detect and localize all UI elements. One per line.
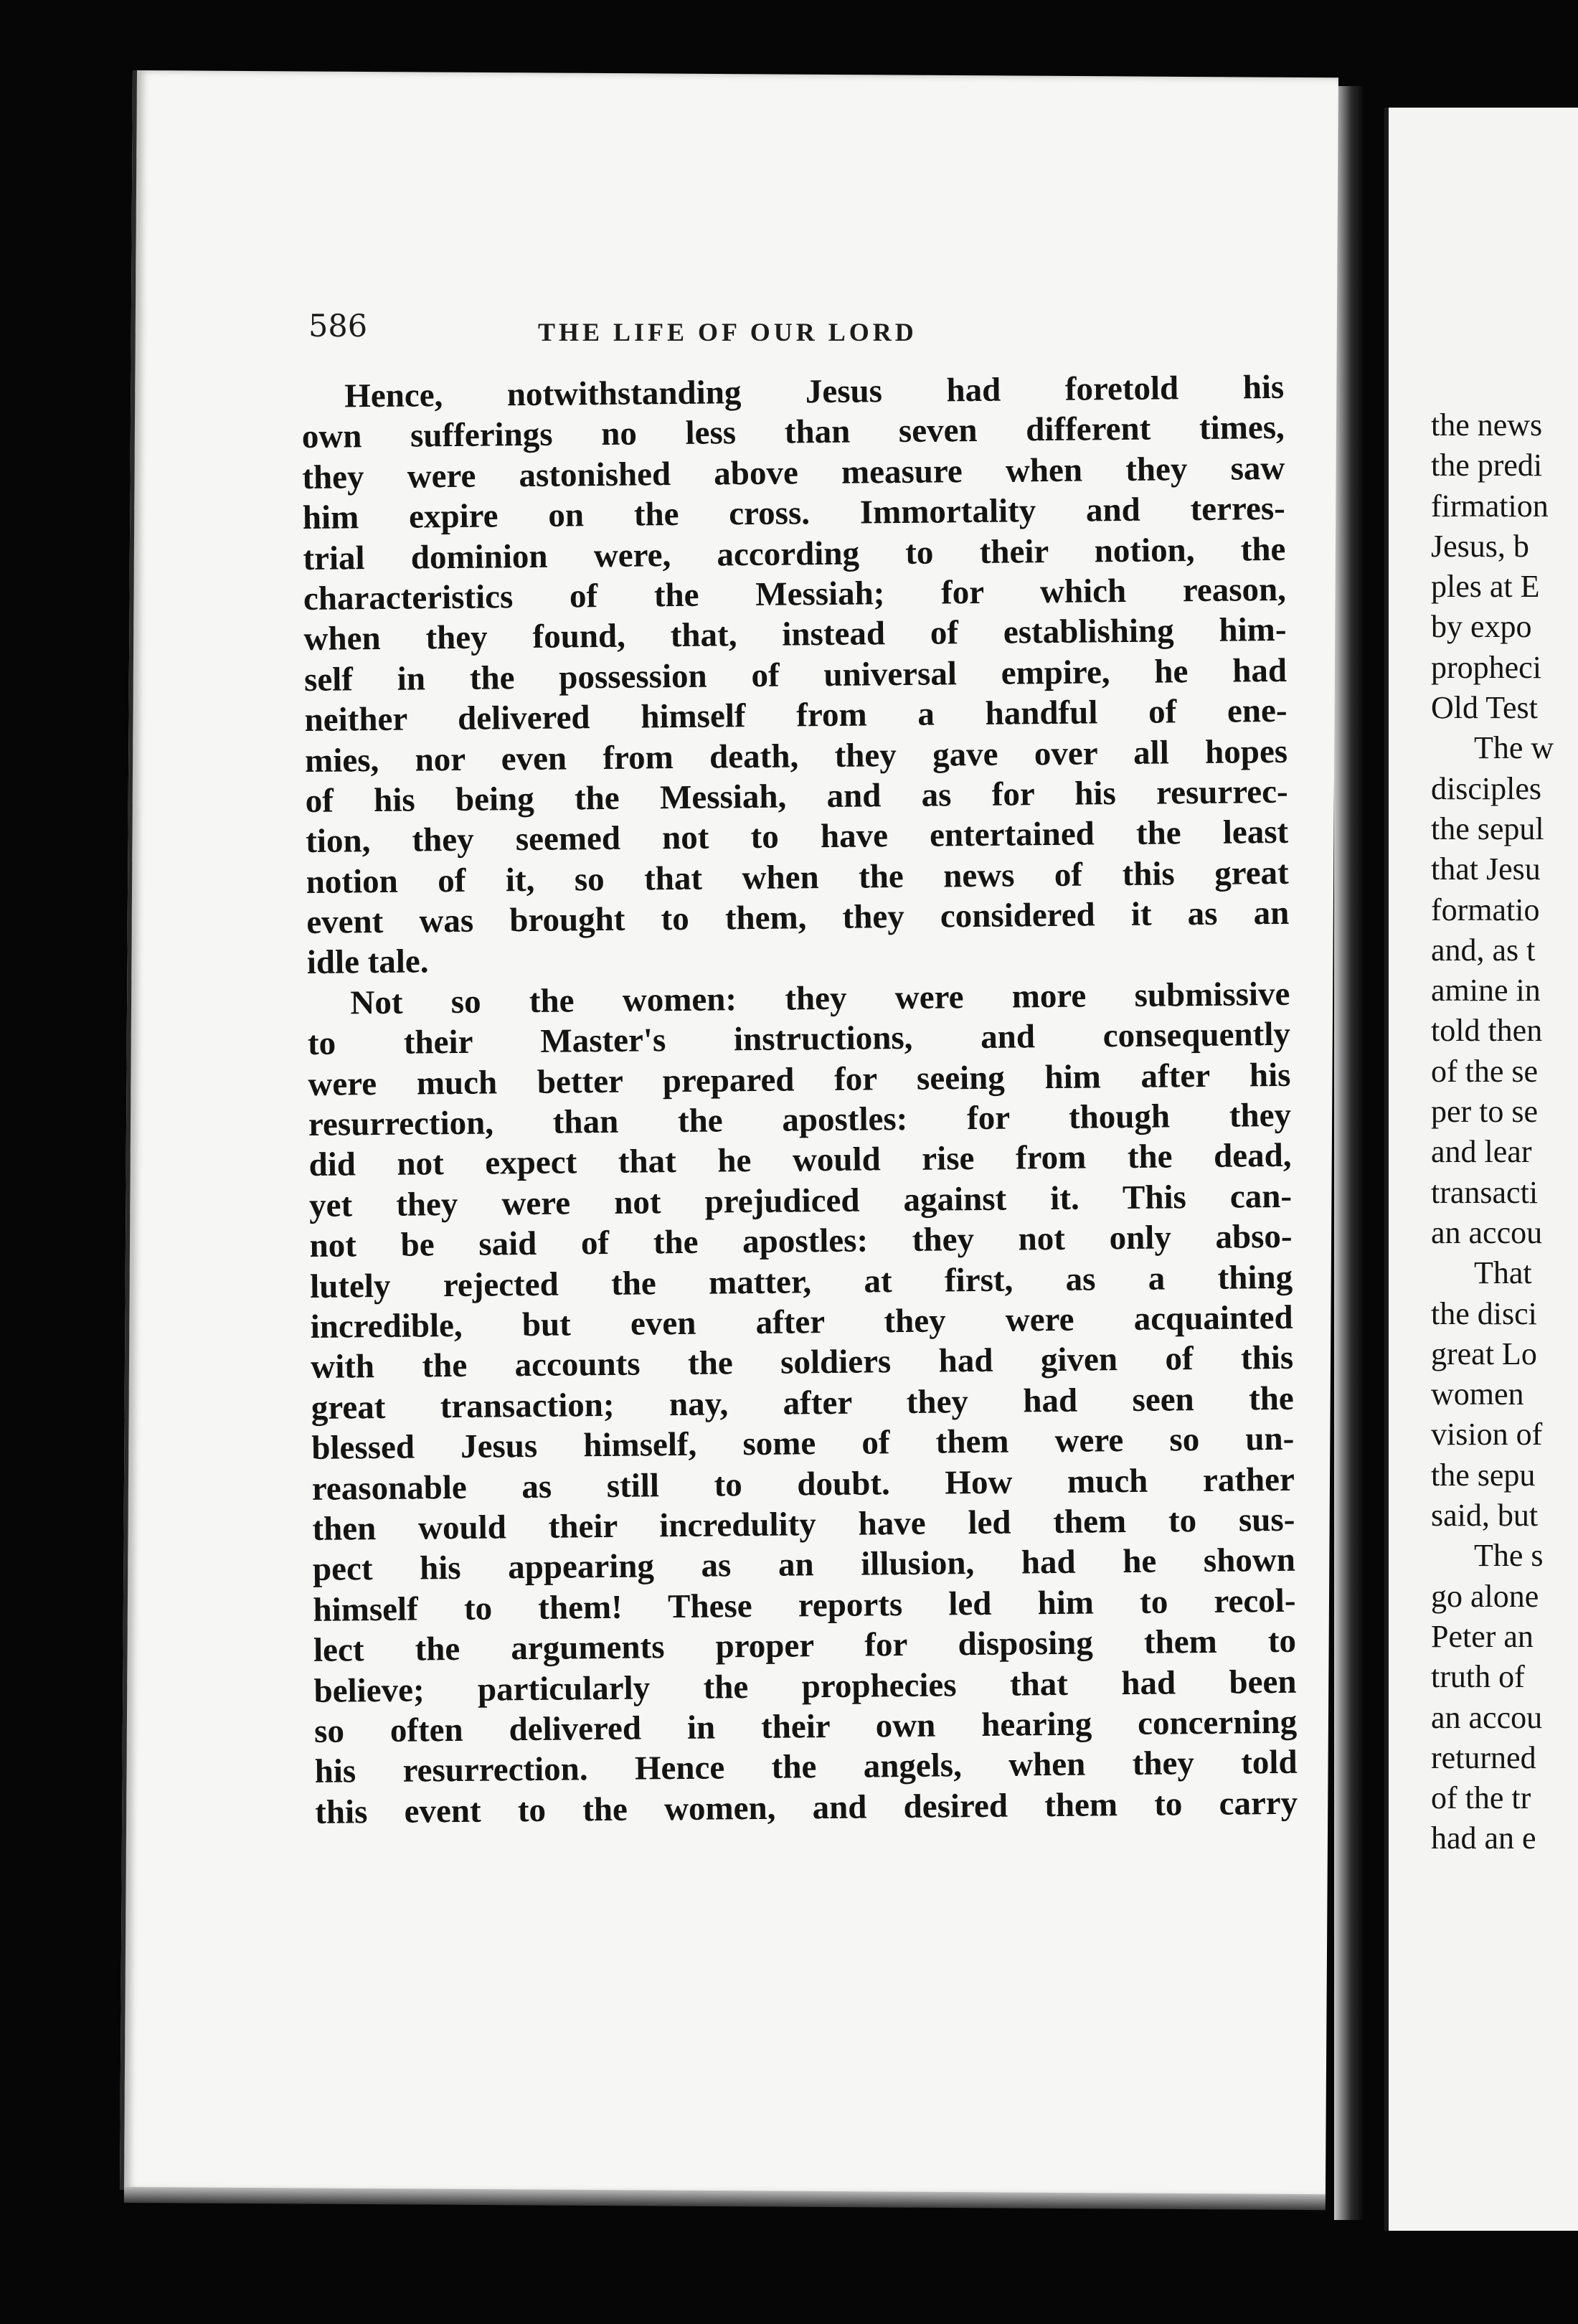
text-line: when they found, that, instead of establishing him- [303,611,1287,658]
fragment-line: Peter an [1431,1618,1534,1654]
text-line: of his being the Messiah, and as for his resurrec- [305,773,1288,820]
fragment-line: transacti [1431,1174,1539,1210]
text-line: reasonable as still to doubt. How much rather [311,1460,1295,1508]
text-line: blessed Jesus himself, some of them were so un- [311,1420,1295,1468]
fragment-line: the disci [1431,1295,1537,1331]
fragment-line: per to se [1431,1094,1539,1130]
fragment-line: the predi [1431,448,1543,483]
text-line: Not so the women: they were more submissive [350,975,1290,1022]
text-line: characteristics of the Messiah; for which reason, [303,570,1287,618]
text-line: yet they were not prejudiced against it. This can- [308,1177,1293,1224]
fragment-line: The w [1474,730,1554,766]
text-line: own sufferings no less than seven different times, [301,409,1285,456]
fragment-line: women [1431,1376,1524,1412]
text-line: believe; particularly the prophecies that had been [313,1663,1297,1710]
fragment-line: returned [1431,1739,1536,1775]
fragment-line: had an e [1431,1820,1536,1856]
fragment-line: firmation [1431,488,1549,524]
text-line: resurrection, than the apostles: for though they [308,1096,1292,1143]
fragment-line: disciples [1431,770,1541,806]
text-line: lect the arguments proper for disposing them to [313,1622,1297,1670]
fragment-line: and, as t [1431,932,1536,968]
text-line: incredible, but even after they were acquainted [310,1298,1293,1346]
body-text [301,367,1298,1833]
page-number: 586 [308,308,368,344]
text-line: notion of it, so that when the news of this great [306,854,1289,901]
fragment-line: great Lo [1431,1336,1537,1371]
fragment-line: truth of [1431,1659,1525,1695]
fragment-line: The s [1474,1538,1544,1574]
text-line: neither delivered himself from a handful of ene- [304,691,1288,740]
text-line: to their Master's instructions, and consequently [307,1016,1291,1063]
text-line: so often delivered in their own hearing concerning [313,1703,1298,1750]
fragment-line: formatio [1431,892,1540,927]
fragment-line: ples at E [1431,569,1540,605]
text-line: self in the possession of universal empire, he had [303,651,1288,699]
fragment-line: Jesus, b [1431,528,1529,564]
fragment-line: an accou [1431,1699,1543,1735]
fragment-line: said, but [1431,1498,1539,1534]
text-line: not be said of the apostles: they not only abso- [309,1217,1293,1265]
text-line: himself to them! These reports led him to recol- [313,1582,1296,1629]
text-line: great transaction; nay, after they had seen the [311,1379,1294,1427]
adjacent-page-text [1431,405,1578,1859]
text-line: him expire on the cross. Immortality and terres- [302,490,1286,537]
text-line: they were astonished above measure when they saw [302,449,1285,496]
text-line: Hence, notwithstanding Jesus had foretold his [344,368,1285,415]
text-line: pect his appearing as an illusion, had he shown [312,1541,1296,1589]
fragment-line: amine in [1431,973,1541,1009]
fragment-line: the sepu [1431,1457,1536,1493]
fragment-line: Old Test [1431,690,1538,726]
text-line: idle tale. [306,943,429,982]
fragment-line: That [1474,1255,1532,1291]
fragment-line: an accou [1431,1214,1543,1250]
book-gutter [1334,86,1363,2220]
text-line: his resurrection. Hence the angels, when they told [314,1744,1298,1791]
text-line: trial dominion were, according to their notion, the [303,530,1286,577]
fragment-line: vision of [1431,1417,1543,1452]
running-head [308,308,1291,351]
fragment-line: go alone [1431,1578,1539,1614]
fragment-line: the news [1431,407,1543,443]
text-line: mies, nor even from death, they gave over all hopes [304,732,1288,780]
text-line: lutely rejected the matter, at first, as a thing [309,1258,1293,1305]
running-title: THE LIFE OF OUR LORD [538,318,917,346]
fragment-line: by expo [1431,609,1532,645]
text-line: with the accounts the soldiers had given of this [311,1339,1294,1387]
fragment-line: of the se [1431,1053,1539,1089]
fragment-line: of the tr [1431,1780,1531,1816]
fragment-line: that Jesu [1431,851,1541,887]
text-line: then would their incredulity have led them to sus- [312,1501,1295,1548]
text-line: event was brought to them, they considered it as an [306,894,1290,942]
fragment-line: propheci [1431,649,1541,685]
text-line: did not expect that he would rise from the dead, [308,1137,1292,1184]
fragment-line: the sepul [1431,811,1544,846]
fragment-line: told then [1431,1013,1543,1049]
text-line: were much better prepared for seeing him after his [308,1056,1291,1103]
text-line: this event to the women, and desired them to carry [314,1784,1298,1831]
text-line: tion, they seemed not to have entertained the least [305,813,1289,861]
fragment-line: and lear [1431,1134,1532,1170]
